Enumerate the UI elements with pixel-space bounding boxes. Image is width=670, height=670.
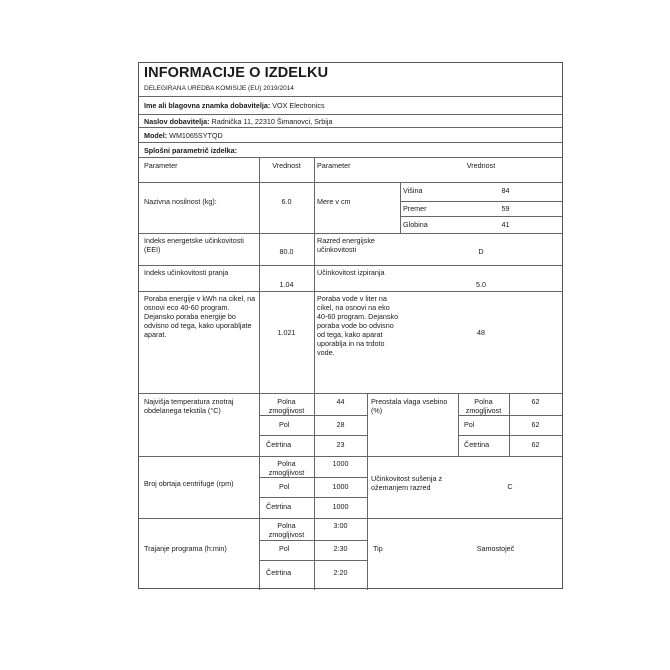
divider — [139, 233, 562, 234]
temperature-full-value: 44 — [336, 397, 345, 406]
depth-label: Globina — [403, 220, 428, 229]
type-value: Samostoječ — [476, 544, 515, 553]
dimensions-label: Mere v cm — [317, 197, 351, 206]
divider — [259, 560, 367, 561]
temperature-quarter-label: Četrtina — [266, 440, 292, 449]
divider — [139, 182, 562, 183]
water-consumption-value: 48 — [477, 328, 485, 337]
duration-quarter-value: 2:20 — [333, 568, 348, 577]
header-value-1: Vrednost — [272, 161, 301, 170]
moisture-full-value: 62 — [531, 397, 540, 406]
model-value: WM1065SYTQD — [169, 131, 223, 140]
supplier-row — [144, 101, 325, 110]
washing-value: 1.04 — [279, 280, 294, 289]
address-label: Naslov dobavitelja: — [144, 117, 210, 126]
duration-label: Trajanje programa (h:min) — [144, 544, 227, 553]
supplier-value: VOX Electronics — [272, 101, 325, 110]
eei-value: 80.0 — [279, 247, 294, 256]
supplier-label: Ime ali blagovna znamka dobavitelja: — [144, 101, 271, 110]
energy-class-label: Razred energijske učinkovitosti — [317, 236, 375, 254]
spin-speed-label: Broj obrtaja centrifuge (rpm) — [144, 479, 234, 488]
spin-class-value: C — [507, 482, 513, 491]
washing-label: Indeks učinkovitosti pranja — [144, 268, 229, 277]
width-value: 59 — [501, 204, 510, 213]
divider — [139, 518, 562, 519]
depth-value: 41 — [501, 220, 510, 229]
divider — [400, 201, 562, 202]
spin-full-value: 1000 — [332, 459, 349, 468]
divider — [259, 393, 260, 590]
address-value: Radnička 11, 22310 Šimanovci, Srbija — [211, 117, 333, 126]
divider — [139, 127, 562, 128]
temperature-quarter-value: 23 — [336, 440, 345, 449]
duration-quarter-label: Četrtina — [266, 568, 292, 577]
capacity-value: 6.0 — [281, 197, 292, 206]
type-label: Tip — [373, 544, 383, 553]
moisture-full-label: Polna zmogljivost — [465, 397, 502, 415]
eei-label: Indeks energetske učinkovitosti (EEI) — [144, 236, 244, 254]
product-information-sheet — [138, 62, 563, 589]
duration-full-value: 3:00 — [333, 521, 348, 530]
model-row — [144, 131, 223, 140]
water-consumption-label: Poraba vode v liter na cikel, na osnovi na eko 40-60 program. Dejansko poraba vode bo odvisno od tega, kako aparat uporablja in na trdoto vode. — [317, 294, 399, 357]
spin-class-label: Učinkovitost sušenja z ožemanjem razred — [371, 474, 443, 492]
spin-quarter-label: Četrtina — [266, 502, 292, 511]
divider — [259, 415, 367, 416]
duration-half-label: Pol — [279, 544, 290, 553]
spin-half-label: Pol — [279, 482, 290, 491]
height-label: Višina — [403, 186, 423, 195]
spin-quarter-value: 1000 — [332, 502, 349, 511]
moisture-half-value: 62 — [531, 420, 540, 429]
divider — [139, 393, 562, 394]
regulation-subtitle: DELEGIRANA UREDBA KOMISIJE (EU) 2019/2014 — [144, 85, 294, 92]
moisture-half-label: Pol — [464, 420, 475, 429]
section-heading-text: Splošni parametrič izdelka: — [144, 146, 238, 155]
rinsing-value: 5.0 — [476, 280, 486, 289]
header-value-2: Vrednost — [466, 161, 496, 170]
spin-full-label: Polna zmogljivost — [268, 459, 305, 477]
divider — [139, 157, 562, 158]
temperature-half-label: Pol — [279, 420, 290, 429]
divider — [259, 540, 367, 541]
spin-half-value: 1000 — [332, 482, 349, 491]
moisture-label: Preostala vlaga vsebino (%) — [371, 397, 448, 415]
divider — [400, 182, 401, 233]
divider — [458, 415, 562, 416]
divider — [259, 497, 367, 498]
divider — [367, 393, 368, 590]
temperature-label: Najvišja temperatura znotraj obdelanega tekstila (°C) — [144, 397, 234, 415]
divider — [139, 265, 562, 266]
divider — [259, 477, 367, 478]
moisture-quarter-label: Četrtina — [464, 440, 490, 449]
model-label: Model: — [144, 131, 168, 140]
energy-consumption-label: Poraba energije v kWh na cikel, na osnovi eco 40-60 program. Dejansko poraba energije bo odvisno od tega, kako uporabljate aparat. — [144, 294, 256, 339]
temperature-full-label: Polna zmogljivost — [268, 397, 305, 415]
duration-full-label: Polna zmogljivost — [268, 521, 305, 539]
address-row — [144, 117, 332, 126]
capacity-label: Nazivna nosilnost (kg): — [144, 197, 217, 206]
width-label: Premer — [403, 204, 427, 213]
duration-half-value: 2:30 — [333, 544, 348, 553]
divider — [400, 216, 562, 217]
temperature-half-value: 28 — [336, 420, 345, 429]
divider — [259, 157, 260, 393]
moisture-quarter-value: 62 — [531, 440, 540, 449]
divider — [139, 142, 562, 143]
divider — [139, 96, 562, 97]
divider — [139, 456, 562, 457]
energy-class-value: D — [478, 247, 484, 256]
rinsing-label: Učinkovitost izpiranja — [317, 268, 385, 277]
divider — [314, 157, 315, 393]
divider — [259, 435, 367, 436]
divider — [139, 114, 562, 115]
divider — [139, 291, 562, 292]
energy-consumption-value: 1.021 — [277, 328, 296, 337]
header-parameter-1: Parameter — [144, 161, 178, 170]
header-parameter-2: Parameter — [317, 161, 351, 170]
height-value: 84 — [501, 186, 510, 195]
divider — [458, 435, 562, 436]
document-title: INFORMACIJE O IZDELKU — [144, 65, 329, 81]
section-heading — [144, 146, 237, 155]
